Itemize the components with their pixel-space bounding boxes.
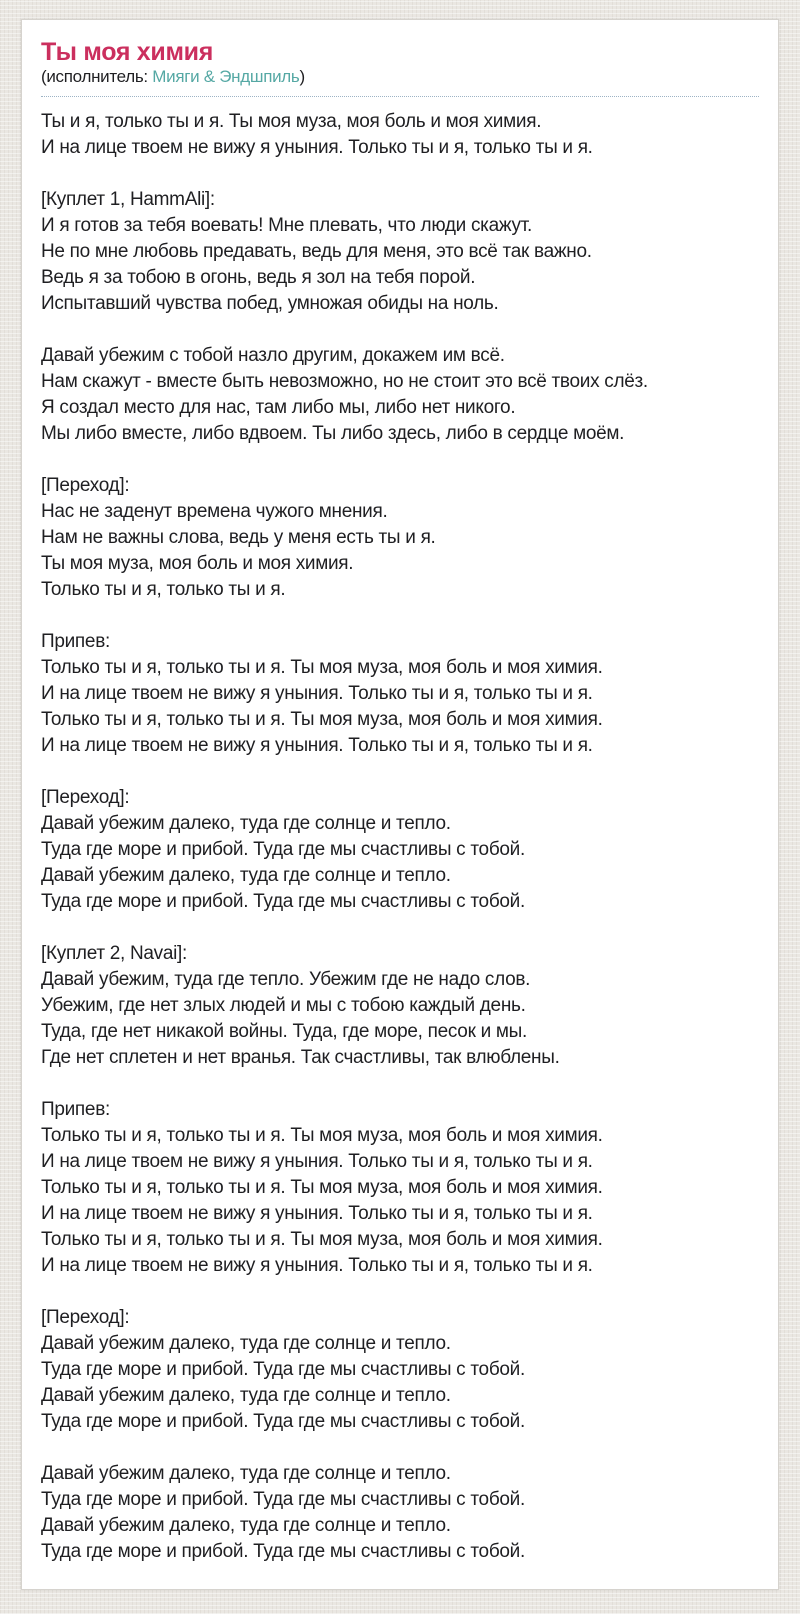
lyric-line: Туда где море и прибой. Туда где мы счастливы с тобой. bbox=[41, 1541, 525, 1562]
song-header bbox=[41, 38, 759, 97]
lyrics-card bbox=[21, 19, 779, 1590]
stanza bbox=[41, 1097, 759, 1279]
stanza bbox=[41, 941, 759, 1071]
artist-label-prefix: (исполнитель: bbox=[41, 67, 148, 86]
lyric-line: Давай убежим далеко, туда где солнце и тепло. bbox=[41, 1385, 451, 1406]
lyric-line: И на лице твоем не вижу я уныния. Только ты и я, только ты и я. bbox=[41, 683, 593, 704]
lyric-line: Убежим, где нет злых людей и мы с тобою каждый день. bbox=[41, 995, 526, 1016]
lyric-line: Испытавший чувства побед, умножая обиды на ноль. bbox=[41, 293, 499, 314]
lyric-line: Давай убежим далеко, туда где солнце и тепло. bbox=[41, 1463, 451, 1484]
lyric-line: Только ты и я, только ты и я. bbox=[41, 579, 286, 600]
artist-label-suffix: ) bbox=[299, 67, 305, 86]
lyric-line: [Куплет 2, Navai]: bbox=[41, 943, 187, 964]
lyrics-text bbox=[41, 109, 759, 1565]
lyric-line: Не по мне любовь предавать, ведь для меня, это всё так важно. bbox=[41, 241, 592, 262]
lyric-line: Нас не заденут времена чужого мнения. bbox=[41, 501, 388, 522]
lyric-line: Ты и я, только ты и я. Ты моя муза, моя боль и моя химия. bbox=[41, 111, 542, 132]
lyric-line: Мы либо вместе, либо вдвоем. Ты либо здесь, либо в сердце моём. bbox=[41, 423, 625, 444]
lyric-line: И на лице твоем не вижу я уныния. Только ты и я, только ты и я. bbox=[41, 1255, 593, 1276]
lyric-line: Где нет сплетен и нет вранья. Так счастливы, так влюблены. bbox=[41, 1047, 560, 1068]
stanza bbox=[41, 109, 759, 161]
lyric-line: Туда где море и прибой. Туда где мы счастливы с тобой. bbox=[41, 1411, 525, 1432]
stanza bbox=[41, 187, 759, 317]
lyric-line: Припев: bbox=[41, 1099, 110, 1120]
lyric-line: Давай убежим, туда где тепло. Убежим где не надо слов. bbox=[41, 969, 531, 990]
stanza bbox=[41, 1305, 759, 1435]
lyric-line: Только ты и я, только ты и я. Ты моя муза, моя боль и моя химия. bbox=[41, 709, 603, 730]
lyric-line: Ты моя муза, моя боль и моя химия. bbox=[41, 553, 354, 574]
lyric-line: И на лице твоем не вижу я уныния. Только ты и я, только ты и я. bbox=[41, 1151, 593, 1172]
lyric-line: Давай убежим далеко, туда где солнце и тепло. bbox=[41, 1333, 451, 1354]
lyric-line: Давай убежим с тобой назло другим, докажем им всё. bbox=[41, 345, 505, 366]
stanza bbox=[41, 473, 759, 603]
lyric-line: Ведь я за тобою в огонь, ведь я зол на тебя порой. bbox=[41, 267, 476, 288]
lyric-line: [Переход]: bbox=[41, 1307, 130, 1328]
lyric-line: И я готов за тебя воевать! Мне плевать, что люди скажут. bbox=[41, 215, 532, 236]
lyric-line: Туда, где нет никакой войны. Туда, где море, песок и мы. bbox=[41, 1021, 527, 1042]
artist-line bbox=[41, 66, 759, 88]
lyric-line: Нам не важны слова, ведь у меня есть ты и я. bbox=[41, 527, 436, 548]
lyric-line: Нам скажут - вместе быть невозможно, но не стоит это всё твоих слёз. bbox=[41, 371, 648, 392]
lyric-line: [Переход]: bbox=[41, 475, 130, 496]
lyric-line: [Переход]: bbox=[41, 787, 130, 808]
lyric-line: И на лице твоем не вижу я уныния. Только ты и я, только ты и я. bbox=[41, 1203, 593, 1224]
lyric-line: Туда где море и прибой. Туда где мы счастливы с тобой. bbox=[41, 1489, 525, 1510]
lyric-line: Туда где море и прибой. Туда где мы счастливы с тобой. bbox=[41, 891, 525, 912]
lyric-line: Я создал место для нас, там либо мы, либо нет никого. bbox=[41, 397, 516, 418]
lyric-line: Давай убежим далеко, туда где солнце и тепло. bbox=[41, 1515, 451, 1536]
lyric-line: Туда где море и прибой. Туда где мы счастливы с тобой. bbox=[41, 839, 525, 860]
stanza bbox=[41, 1461, 759, 1565]
page-background bbox=[0, 19, 800, 1590]
lyric-line: Давай убежим далеко, туда где солнце и тепло. bbox=[41, 813, 451, 834]
artist-link[interactable]: Мияги & Эндшпиль bbox=[152, 67, 300, 86]
lyric-line: [Куплет 1, HammAli]: bbox=[41, 189, 215, 210]
page-title: Ты моя химия bbox=[41, 38, 213, 66]
stanza bbox=[41, 343, 759, 447]
stanza bbox=[41, 629, 759, 759]
lyric-line: Только ты и я, только ты и я. Ты моя муза, моя боль и моя химия. bbox=[41, 657, 603, 678]
lyric-line: И на лице твоем не вижу я уныния. Только ты и я, только ты и я. bbox=[41, 137, 593, 158]
lyric-line: И на лице твоем не вижу я уныния. Только ты и я, только ты и я. bbox=[41, 735, 593, 756]
lyric-line: Туда где море и прибой. Туда где мы счастливы с тобой. bbox=[41, 1359, 525, 1380]
lyric-line: Припев: bbox=[41, 631, 110, 652]
lyric-line: Только ты и я, только ты и я. Ты моя муза, моя боль и моя химия. bbox=[41, 1177, 603, 1198]
lyric-line: Давай убежим далеко, туда где солнце и тепло. bbox=[41, 865, 451, 886]
lyric-line: Только ты и я, только ты и я. Ты моя муза, моя боль и моя химия. bbox=[41, 1125, 603, 1146]
stanza bbox=[41, 785, 759, 915]
lyric-line: Только ты и я, только ты и я. Ты моя муза, моя боль и моя химия. bbox=[41, 1229, 603, 1250]
